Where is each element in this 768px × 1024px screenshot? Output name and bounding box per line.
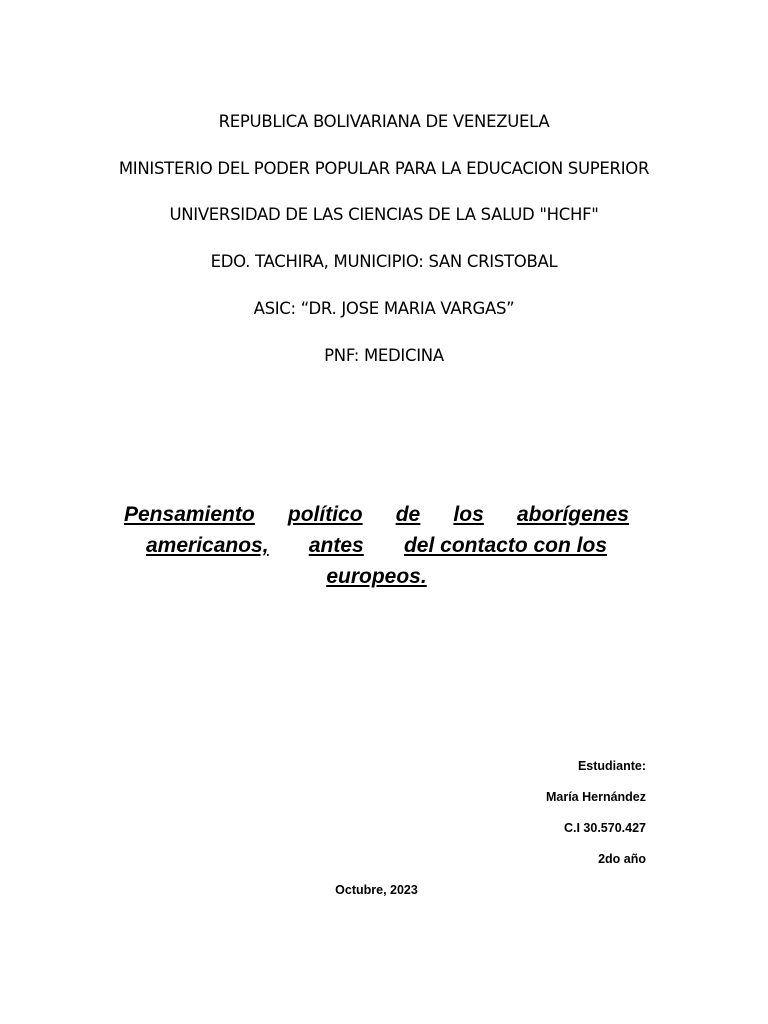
title-word: del contacto con los — [403, 534, 607, 557]
title-word: los — [453, 503, 484, 526]
header-asic: ASIC: “DR. JOSE MARIA VARGAS” — [253, 299, 515, 318]
header-country: REPUBLICA BOLIVARIANA DE VENEZUELA — [218, 112, 550, 131]
document-date: Octubre, 2023 — [335, 883, 418, 897]
title-row-3 — [124, 561, 629, 592]
header-university: UNIVERSIDAD DE LAS CIENCIAS DE LA SALUD "HCHF" — [169, 205, 599, 224]
student-name: María Hernández — [545, 790, 646, 804]
title-word: americanos, — [146, 534, 269, 557]
student-id: C.I 30.570.427 — [563, 821, 646, 835]
title-word: antes — [308, 534, 364, 557]
header-location: EDO. TACHIRA, MUNICIPIO: SAN CRISTOBAL — [210, 252, 558, 271]
student-label: Estudiante: — [577, 759, 646, 773]
title-word: de — [395, 503, 421, 526]
header-ministry: MINISTERIO DEL PODER POPULAR PARA LA EDUCACION SUPERIOR — [118, 159, 650, 178]
title-row-2 — [124, 530, 629, 561]
document-title — [124, 499, 629, 592]
header-program: PNF: MEDICINA — [324, 346, 444, 365]
student-year: 2do año — [598, 852, 646, 866]
title-word: aborígenes — [516, 503, 629, 526]
title-word: Pensamiento — [124, 503, 255, 526]
title-word: europeos. — [326, 565, 427, 588]
title-row-1 — [124, 499, 629, 530]
title-word: político — [287, 503, 363, 526]
